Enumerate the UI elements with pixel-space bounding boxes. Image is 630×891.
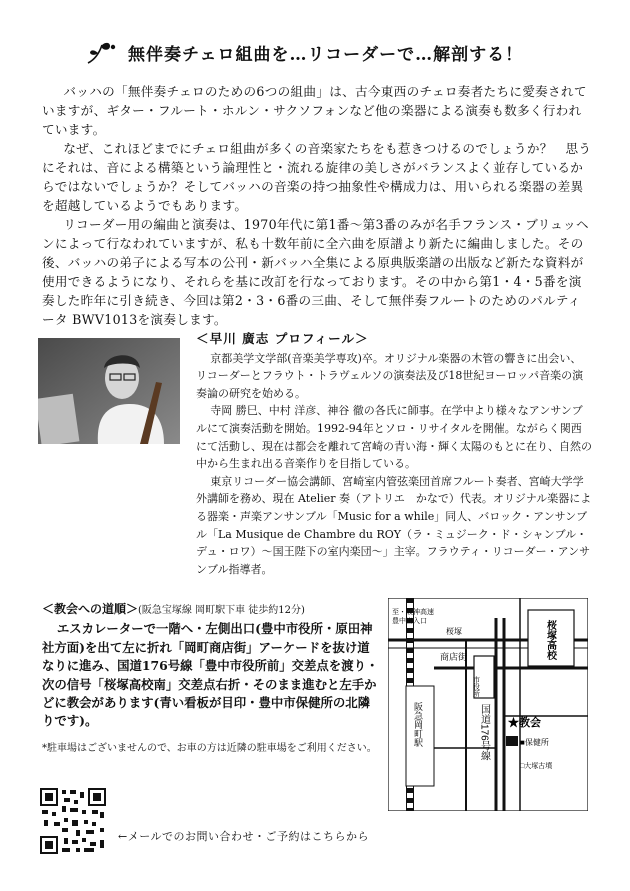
profile-paragraph: 京都美学文学部(音楽美学専攻)卒。オリジナル楽器の木管の響きに出会い、リコーダーとフラウト・トラヴェルソの演奏法及び18世紀ヨーロッパ音楽の演奏論の研究を始める。 (196, 351, 584, 400)
profile-section (196, 330, 592, 578)
route-heading-sub: (阪急宝塚線 岡町駅下車 徒歩約12分) (138, 605, 305, 616)
title-text: 無伴奏チェロ組曲を…リコーダーで…解剖する！ (128, 45, 524, 65)
map-label-route176: 国道176号線 (478, 704, 490, 761)
profile-paragraph: 東京リコーダー協会講師、宮崎室内管弦楽団首席フルート奏者、宮崎大学学外講師を務め、現在 Atelier 奏（アトリエ かなで）代表。オリジナル楽器による器楽・声楽アンサンブル「Music for a while」同人、バロック・アンサンブル「La Musique de Chambre du ROY（ラ・ミュジーク・ド・シャンブル・デュ・ロワ）〜国王陛下の室内楽団〜」主宰。フラウティ・リコーダー・アンサンブル指導者。 (196, 474, 592, 576)
intro-paragraph: バッハの「無伴奏チェロのための6つの組曲」は、古今東西のチェロ奏者たちに愛奏されていますが、ギター・フルート・ホルン・サクソフォンなど他の楽器による演奏も数多く行われています。 (42, 84, 587, 137)
parking-note: *駐車場はございませんので、お車の方は近隣の駐車場をご利用ください。 (42, 742, 377, 754)
route-directions: エスカレーターで一階へ・左側出口(豊中市役所・原田神社方面)を出て左に折れ「岡町商店街」アーケードを抜け道なりに進み、国道176号線「豊中市役所前」交差点を渡り・次の信号「桜塚高校南」交差点右折・そのまま進むと左手かどに教会があります(青い看板が目印・豊中市保健所の北隣りです)。 (42, 621, 379, 729)
profile-heading: ＜早川 廣志 プロフィール＞ (196, 331, 369, 346)
map-label-church: ★教会 (508, 717, 541, 729)
access-map (388, 598, 588, 811)
map-label-expressway: 至・阪神高速 豊中出入口 (392, 609, 434, 625)
qr-code[interactable] (38, 786, 108, 856)
map-label-shopping-street: 商店街 (440, 652, 468, 662)
intro-paragraph: なぜ、これほどまでにチェロ組曲が多くの音楽家たちをも惹きつけるのでしょうか？ 思うにそれは、音による構築という論理性と・流れる旋律の美しさがバランスよく並存しているからではないでしょうか？そしてバッハの音楽の持つ抽象性や構成力は、用いられる楽器の差異を超越しているようでもあります。 (42, 141, 592, 213)
flower-ornament-icon (86, 41, 120, 65)
map-label-city-office: 市役所 (472, 676, 480, 697)
route-section (42, 600, 382, 756)
performer-photo (38, 338, 180, 444)
route-heading-text: ＜教会への道順＞ (42, 602, 139, 616)
map-label-station: 阪急岡町駅 (413, 702, 423, 747)
page-title (86, 40, 566, 65)
intro-paragraph: リコーダー用の編曲と演奏は、1970年代に第1番〜第3番のみが名手フランス・ブリュッヘンによって行なわれていますが、私も十数年前に全六曲を原譜より新たに編曲しました。その後、バッハの弟子による写本の公刊・新バッハ全集による原典版楽譜の出版など新たな資料が使用できるようになり、それらを基に改訂を行なっております。その中から第1・4・5番を演奏した昨年に引き続き、今回は第2・3・6番の三曲、そして無伴奏フルートのためのパルティータ BWV1013を演奏します。 (42, 217, 589, 327)
map-label-park: □大塚古墳 (520, 763, 553, 770)
intro-text (42, 82, 592, 329)
profile-paragraph: 寺岡 勝巳、中村 洋彦、神谷 徹の各氏に師事。在学中より様々なアンサンブルにて演奏活動を開始。1992-94年とソロ・リサイタルを開催。ながらく関西にて活動し、現在は都会を離れて宮崎の青い海・輝く太陽のもとに在り、自然の中から生まれ出る音楽作りを目指している。 (196, 404, 592, 471)
contact-text: ←メールでのお問い合わせ・ご予約はこちらから (118, 830, 369, 843)
map-label-health-center: ■保健所 (520, 738, 549, 747)
route-heading (42, 600, 382, 620)
map-label-sakurazuka-high: 桜塚高校 (544, 620, 556, 660)
map-label-sakurazuka: 桜塚 (446, 627, 462, 636)
